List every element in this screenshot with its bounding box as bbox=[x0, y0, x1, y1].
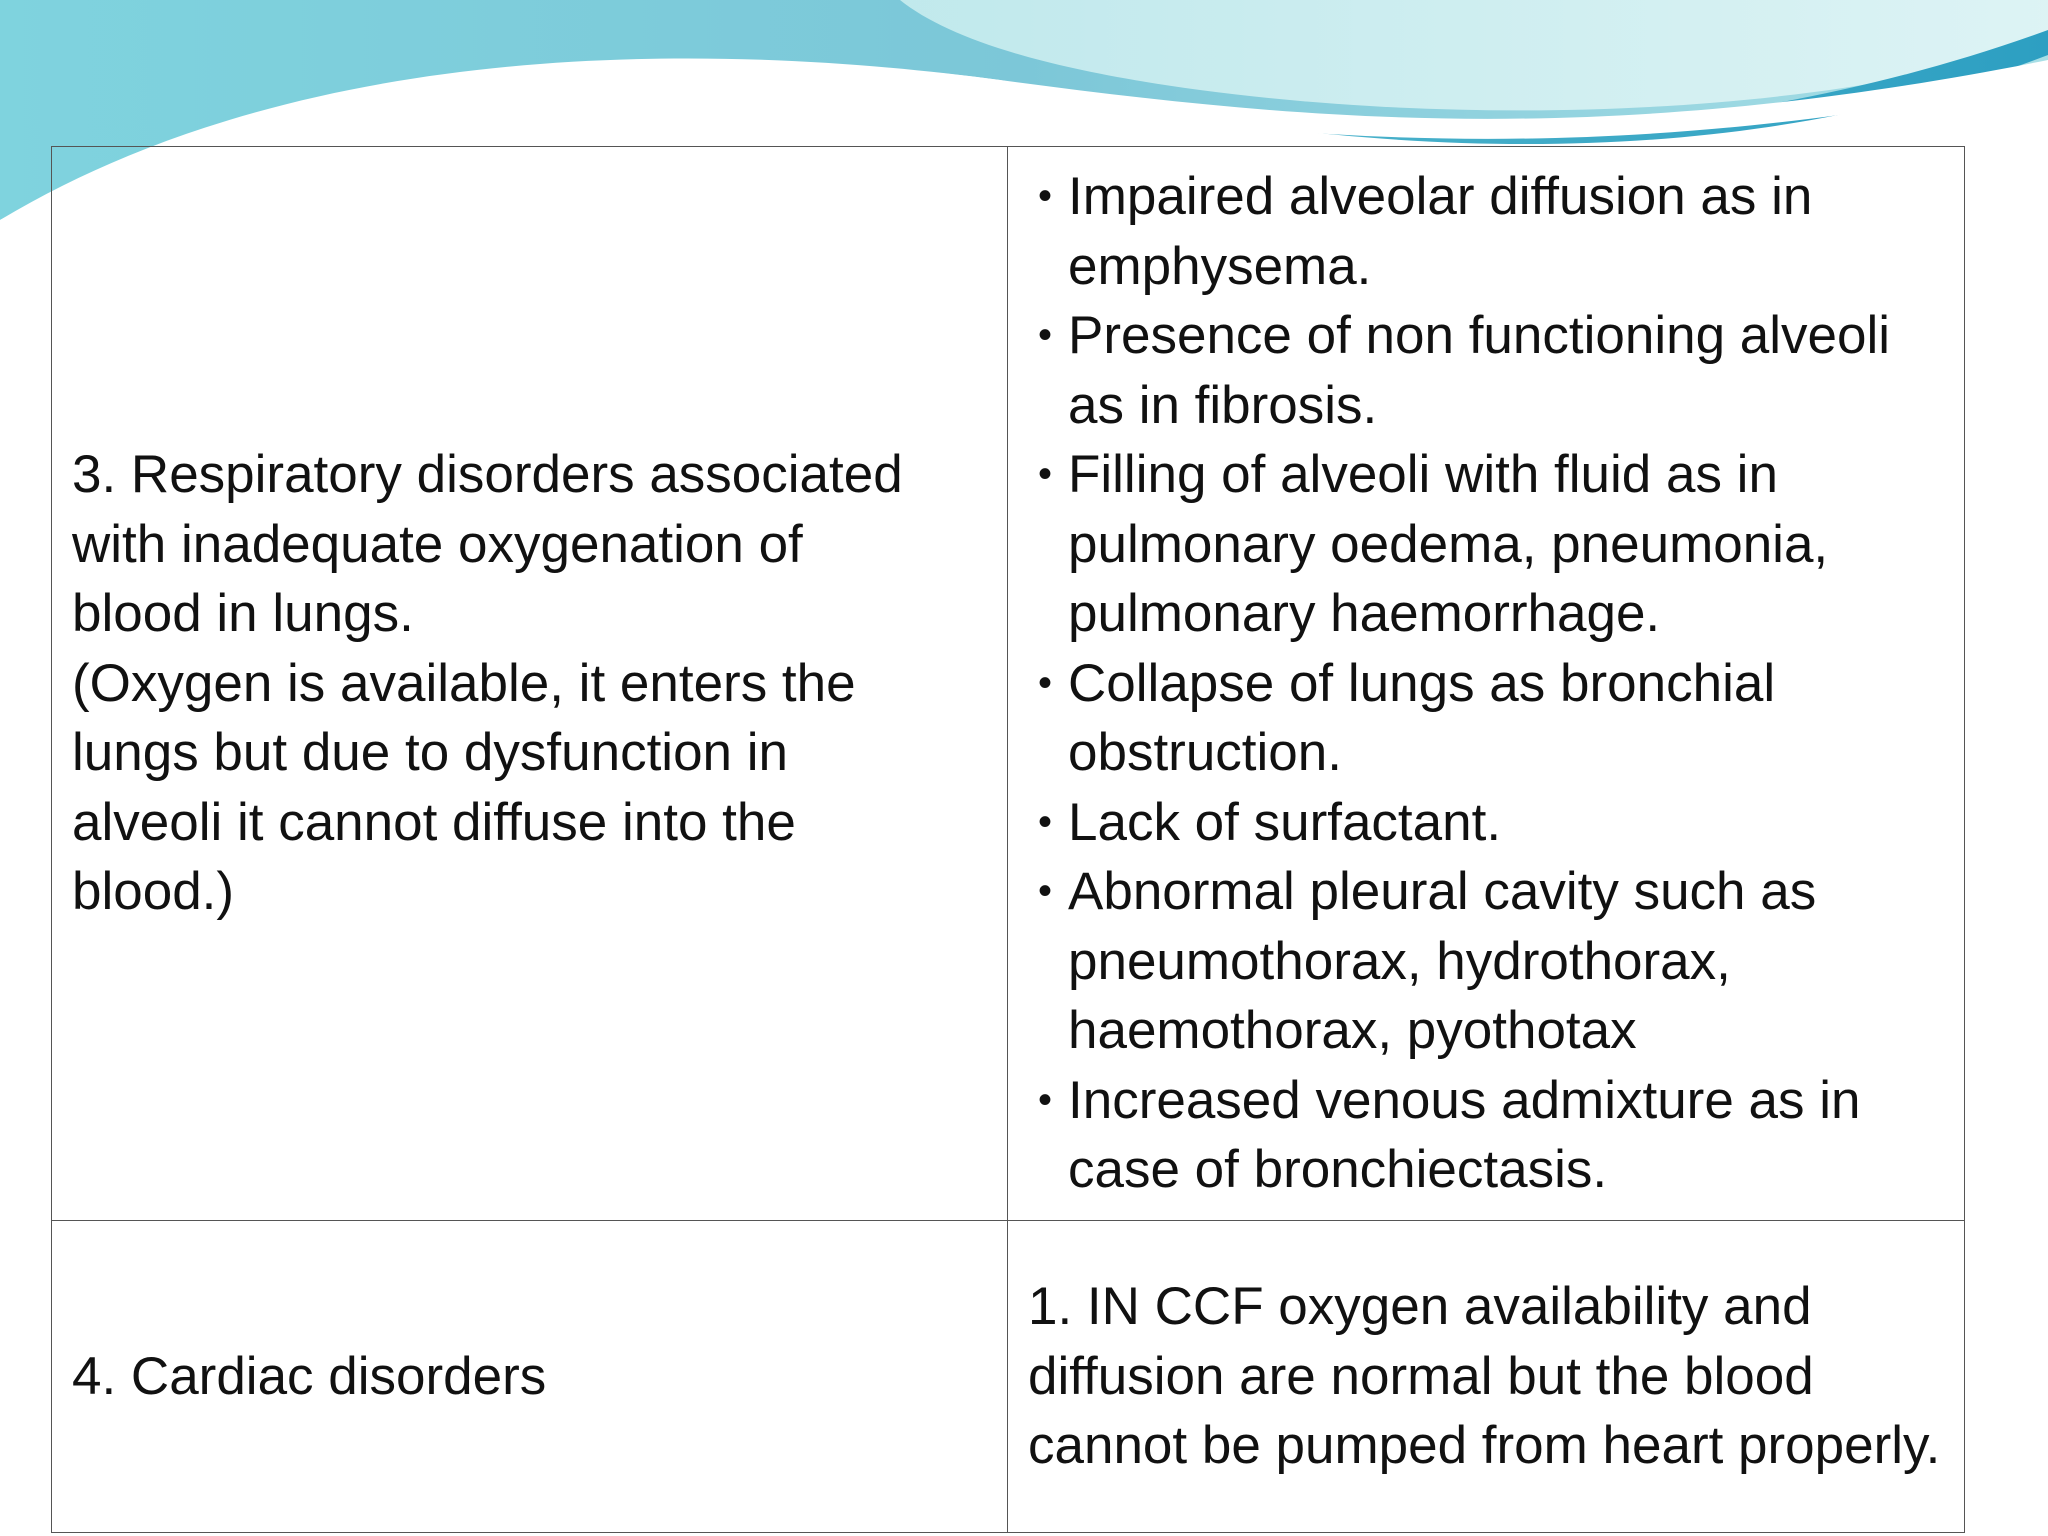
table-cell-category bbox=[52, 1221, 1008, 1533]
table-cell-causes bbox=[1008, 1221, 1965, 1533]
list-item: • Filling of alveoli with fluid as in pulmonary oedema, pneumonia, pulmonary haemorrhage. bbox=[1068, 440, 1944, 649]
bullet-icon: • bbox=[1038, 452, 1053, 497]
list-item: • Lack of surfactant. bbox=[1068, 788, 1944, 858]
table-row bbox=[52, 147, 1965, 1221]
bullet-icon: • bbox=[1038, 660, 1053, 705]
table-cell-causes bbox=[1008, 147, 1965, 1221]
disorders-table bbox=[51, 146, 1965, 1533]
table-row bbox=[52, 1221, 1965, 1533]
list-item: • Presence of non functioning alveoli as in fibrosis. bbox=[1068, 301, 1944, 440]
bullet-icon: • bbox=[1038, 1077, 1053, 1122]
list-item: • Collapse of lungs as bronchial obstruction. bbox=[1068, 649, 1944, 788]
list-item: • Increased venous admixture as in case of bronchiectasis. bbox=[1068, 1066, 1944, 1205]
text-line: lungs but due to dysfunction in bbox=[72, 723, 788, 783]
cardiac-disorders-description: 1. IN CCF oxygen availability and diffusion are normal but the blood cannot be pumped from heart properly. bbox=[1028, 1277, 1941, 1476]
text-line: blood.) bbox=[72, 862, 235, 922]
text-line: with inadequate oxygenation of bbox=[72, 514, 803, 574]
table-cell-category bbox=[52, 147, 1008, 1221]
text-line: 3. Respiratory disorders associated bbox=[72, 445, 903, 505]
list-item: • Abnormal pleural cavity such as pneumothorax, hydrothorax, haemothorax, pyothotax bbox=[1068, 857, 1944, 1066]
list-item: • Impaired alveolar diffusion as in emphysema. bbox=[1068, 162, 1944, 301]
text-line: alveoli it cannot diffuse into the bbox=[72, 792, 796, 852]
text-line: blood in lungs. bbox=[72, 584, 414, 644]
bullet-icon: • bbox=[1038, 313, 1053, 358]
text-line: (Oxygen is available, it enters the bbox=[72, 653, 856, 713]
causes-bullet-list bbox=[1008, 162, 1964, 1205]
bullet-icon: • bbox=[1038, 869, 1053, 914]
cardiac-disorders-label: 4. Cardiac disorders bbox=[72, 1346, 547, 1406]
bullet-icon: • bbox=[1038, 799, 1053, 844]
respiratory-disorders-description bbox=[52, 440, 1007, 927]
bullet-icon: • bbox=[1038, 174, 1053, 219]
